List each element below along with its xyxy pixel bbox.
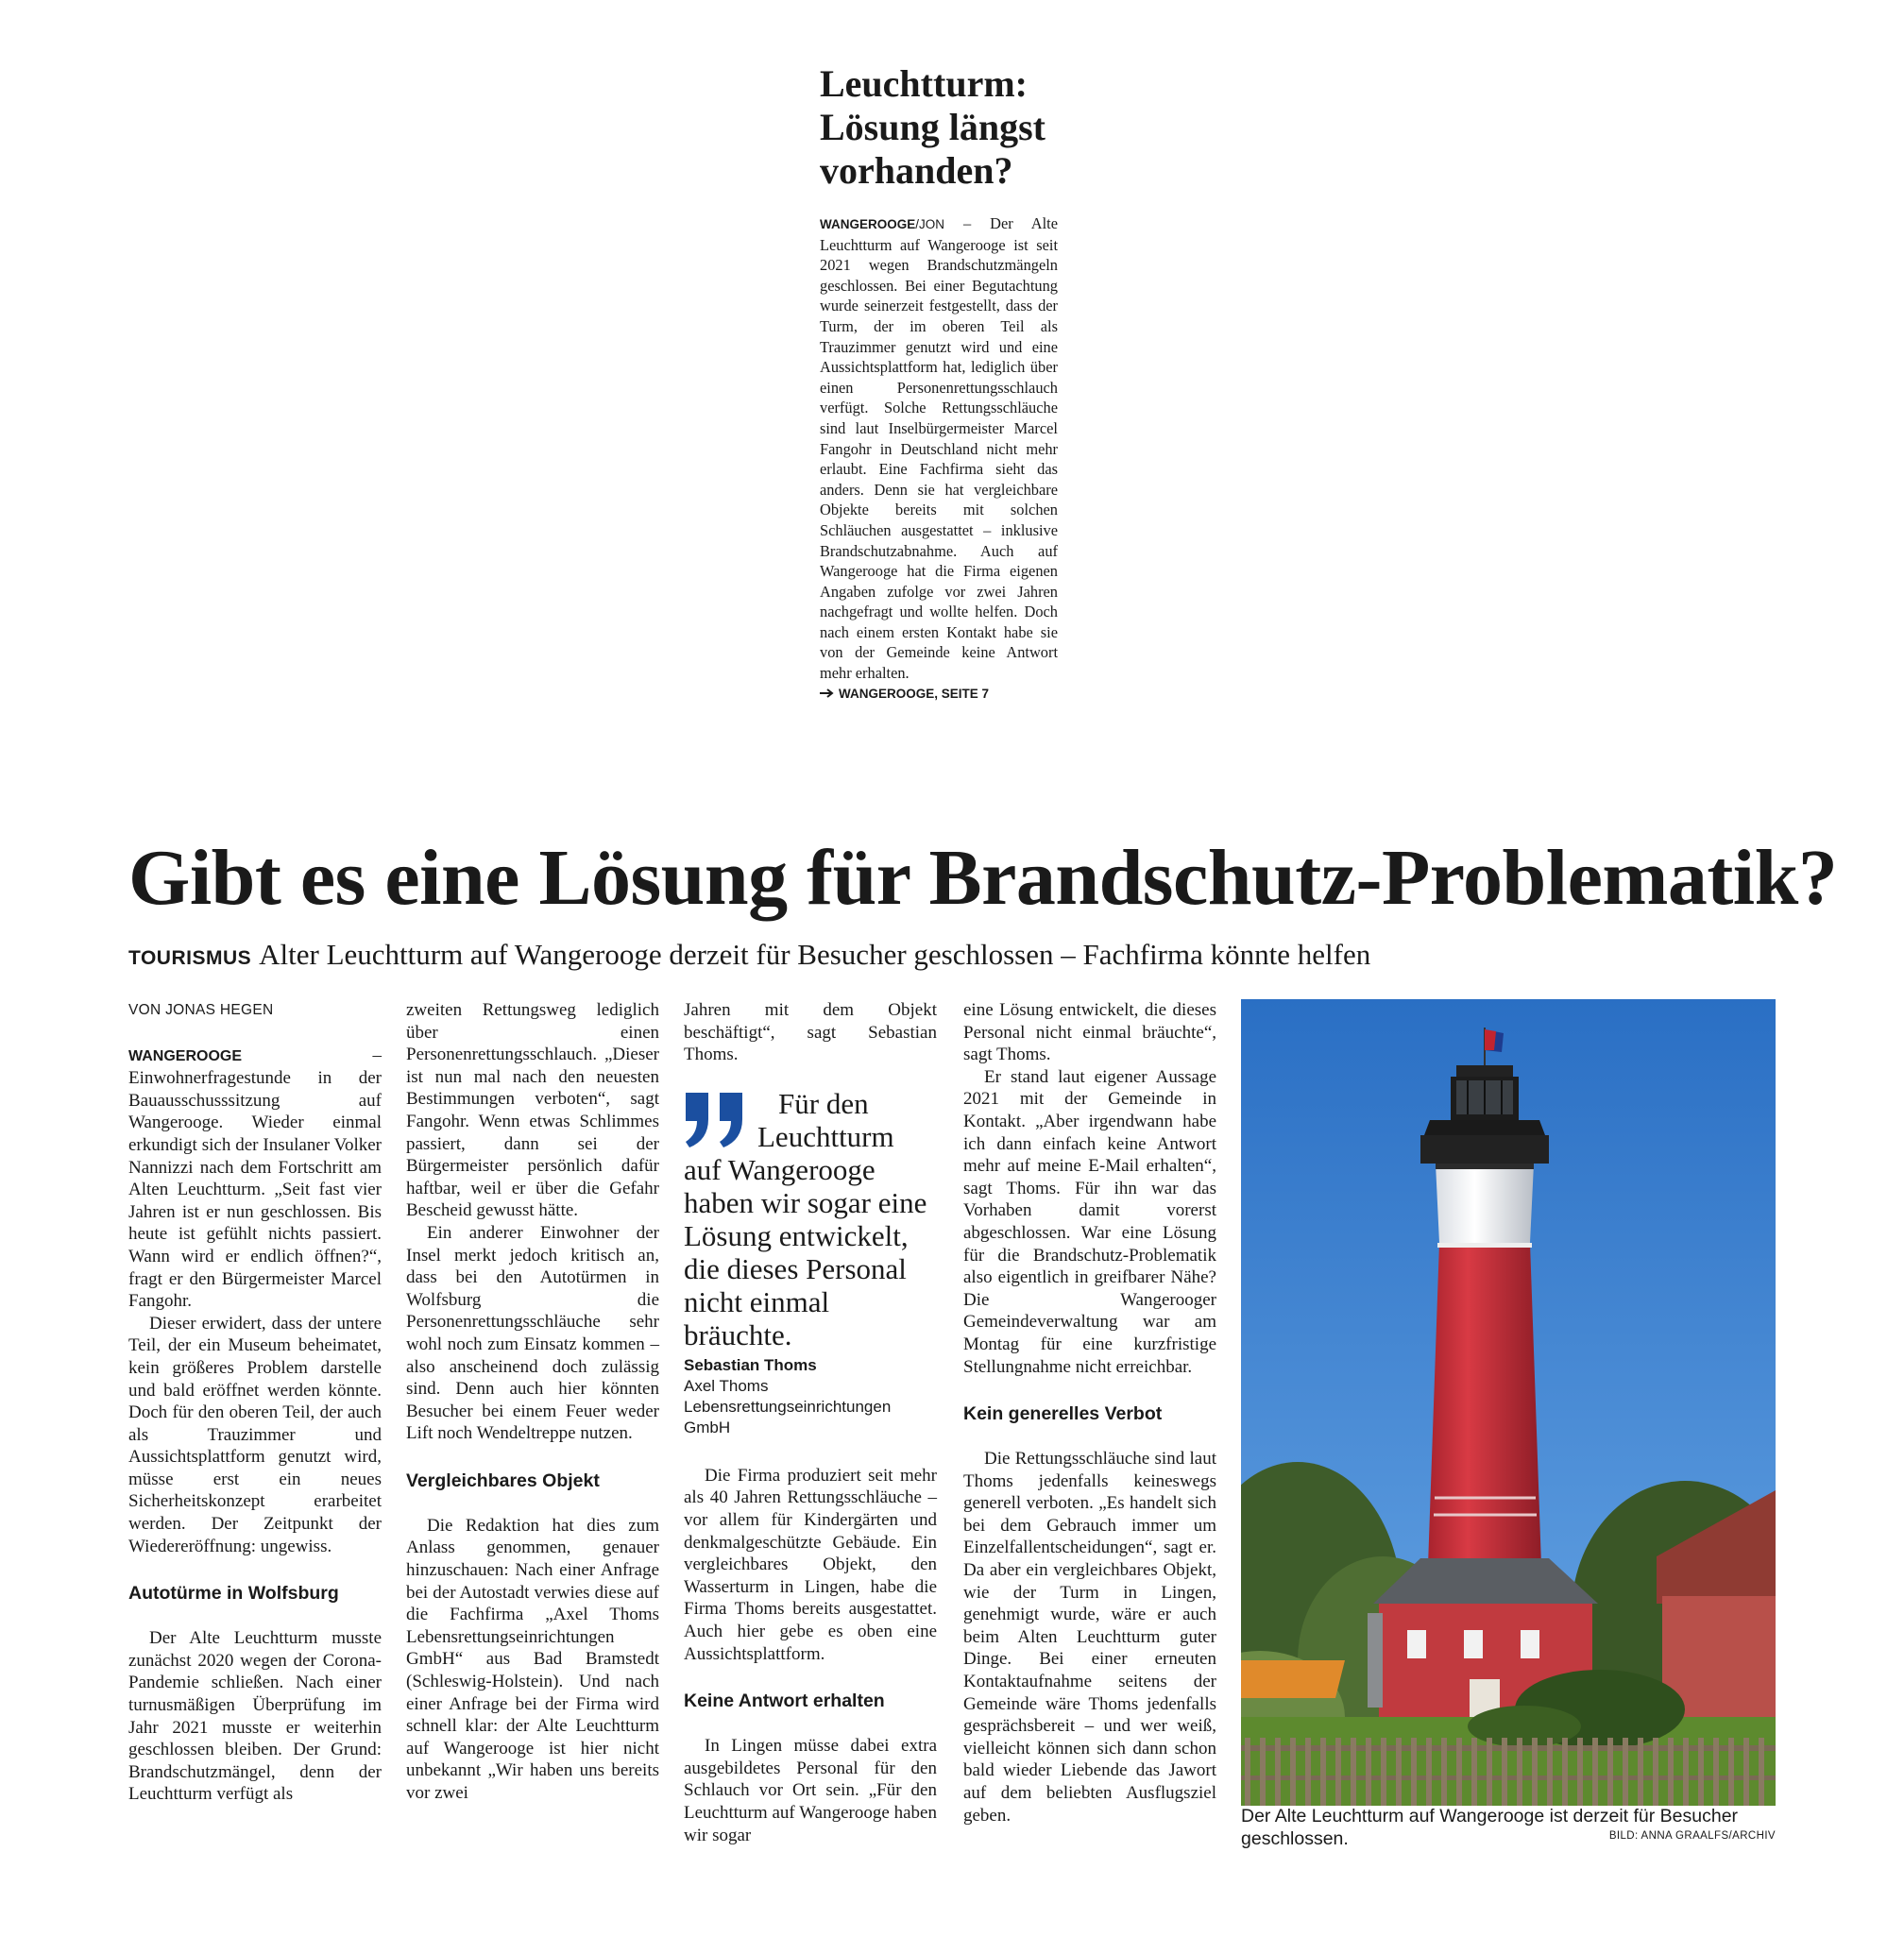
article-column-2: [406, 999, 659, 1805]
article-subheading: Keine Antwort erhalten: [684, 1691, 885, 1712]
teaser-author-code: /JON: [915, 217, 945, 231]
article-paragraph: Er stand laut eigener Aussage 2021 mit der Gemeinde in Kontakt. „Aber irgendwann habe ich dann einfach keine Antwort mehr auf meine E-Mail erhalten“, sagt Thoms. Für ihn war das Vorhaben damit vorerst abgeschlossen. War eine Lösung für die Brandschutz-Problematik also eigentlich in greifbarer Nähe? Die Wangerooger Gemeindeverwaltung war am Montag für eine kurzfristige Stellungnahme nicht erreichbar.: [963, 1066, 1216, 1377]
article-paragraph-text: – Einwohnerfragestunde in der Bauausschusssitzung auf Wangerooge. Wieder einmal erkundigt sich der Insulaner Volker Nannizzi nach dem Fortschritt am Alten Leuchtturm. „Seit fast vier Jahren ist er nun geschlossen. Bis heute ist gefühlt nichts passiert. Wann wird er endlich öffnen?“, fragt er den Bürgermeister Marcel Fangohr.: [128, 1045, 382, 1312]
article-column-4: [963, 999, 1216, 1827]
article-subheading: Kein generelles Verbot: [963, 1403, 1163, 1425]
teaser-box: [820, 62, 1058, 701]
pull-quote-author-role: Axel Thoms Lebensrettungseinrichtungen GmbH: [684, 1376, 892, 1436]
pull-quote: [684, 1087, 937, 1438]
teaser-reference-label: WANGEROOGE, SEITE 7: [839, 686, 990, 701]
teaser-title-line: Leuchtturm:: [820, 62, 1028, 105]
article-subheading: Vergleichbares Objekt: [406, 1470, 600, 1491]
quotation-mark-icon: [684, 1091, 746, 1149]
teaser-body: [820, 213, 1058, 684]
article-paragraph: Die Redaktion hat dies zum Anlass genommen, genauer hinzuschauen: Nach einer Anfrage bei der Autostadt verwies diese auf die Fachfirma „Axel Thoms Lebensrettungseinrichtungen GmbH“ aus Bad Bramstedt (Schleswig-Holstein). Und nach einer Anfrage bei der Firma wird schnell klar: der Alte Leuchtturm auf Wangerooge ist hier nicht unbekannt „Wir haben uns bereits vor zwei: [406, 1515, 659, 1803]
teaser-title-line: Lösung längst: [820, 106, 1046, 148]
teaser-text: – Der Alte Leuchtturm auf Wangerooge ist seit 2021 wegen Brandschutzmängeln geschlossen. Bei einer Begutachtung wurde seinerzeit festgestellt, dass der Turm, der im oberen Teil als Trauzimmer genutzt wird und eine Aussichtsplattform hat, lediglich über einen Personenrettungsschlauch verfügt. Solche Rettungsschläuche sind laut Inselbürgermeister Marcel Fangohr in Deutschland nicht mehr erlaubt. Eine Fachfirma sieht das anders. Denn sie hat vergleichbare Objekte bereits mit solchen Schläuchen ausgestattet – inklusive Brandschutzabnahme. Auch auf Wangerooge hat die Firma eigenen Angaben zufolge vor zwei Jahren nachgefragt und wollte helfen. Doch nach einem ersten Kontakt habe sie von der Gemeinde keine Antwort mehr erhalten.: [820, 214, 1058, 683]
article-paragraph: eine Lösung entwickelt, die dieses Personal nicht einmal bräuchte“, sagt Thoms.: [963, 1000, 1216, 1065]
lighthouse-illustration: [1241, 999, 1776, 1806]
article-kicker: TOURISMUS: [128, 947, 252, 969]
article-paragraph: Ein anderer Einwohner der Insel merkt jedoch kritisch an, dass bei den Autotürmen in Wolfsburg die Personenrettungsschläuche sehr wohl noch zum Einsatz kommen – also anscheinend doch zulässig sind. Denn auch hier könnten Besucher bei einem Feuer weder Lift noch Wendeltreppe nutzen.: [406, 1222, 659, 1444]
article-subline-text: Alter Leuchtturm auf Wangerooge derzeit für Besucher geschlossen – Fachfirma könnte helfen: [259, 938, 1371, 971]
pull-quote-text: Für den Leuchtturm auf Wangerooge haben wir sogar eine Lösung entwickelt, die dieses Personal nicht einmal bräuchte.: [684, 1086, 927, 1351]
photo-credit: BILD: ANNA GRAALFS/ARCHIV: [1608, 1830, 1776, 1842]
article-subline: [128, 937, 1791, 977]
arrow-right-icon: [820, 688, 835, 698]
teaser-dateline: WANGEROOGE: [820, 217, 916, 231]
article-headline: Gibt es eine Lösung für Brandschutz-Problematik?: [128, 834, 1838, 922]
pull-quote-author: Sebastian Thoms: [684, 1355, 817, 1374]
article-dateline: WANGEROOGE: [128, 1047, 243, 1064]
lighthouse-photo: [1241, 999, 1776, 1806]
article-paragraph: Die Firma produziert seit mehr als 40 Jahren Rettungsschläuche – vor allem für Kindergärten und denkmalgeschützte Gebäude. Ein vergleichbares Objekt, den Wasserturm in Lingen, habe die Firma Thoms bereits ausgestattet. Auch hier gebe es oben eine Aussichtsplattform.: [684, 1465, 937, 1664]
article-paragraph: Dieser erwidert, dass der untere Teil, der ein Museum beheimatet, kein größeres Problem darstelle und bald eröffnet werden könnte. Doch für den oberen Teil, der auch als Trauzimmer und Aussichtsplattform genutzt wird, müsse erst ein neues Sicherheitskonzept erarbeitet werden. Der Zeitpunkt der Wiedereröffnung: ungewiss.: [128, 1313, 382, 1556]
photo-caption: Der Alte Leuchtturm auf Wangerooge ist derzeit für Besucher geschlossen.: [1241, 1806, 1739, 1849]
article-paragraph: [128, 1045, 382, 1313]
article-paragraph: Jahren mit dem Objekt beschäftigt“, sagt Sebastian Thoms.: [684, 1000, 937, 1065]
article-paragraph: zweiten Rettungsweg lediglich über einen Personenrettungsschlauch. „Dieser ist nun mal nach den neuesten Bestimmungen verboten“, sagt Fangohr. Wenn etwas Schlimmes passiert, dann sei der Bürgermeister persönlich dafür haftbar, weil er über die Gefahr Bescheid gewusst hätte.: [406, 1000, 659, 1221]
article-byline: VON JONAS HEGEN: [128, 1002, 274, 1018]
article-paragraph: Die Rettungsschläuche sind laut Thoms jedenfalls keineswegs generell verboten. „Es handelt sich bei dem Gebrauch immer um Einzelfallentscheidungen“, sagt er. Da aber ein vergleichbares Objekt, wie der Turm in Lingen, genehmigt wurde, wäre er auch beim Alten Leuchtturm guter Dinge. Bei einer erneuten Kontaktaufnahme seitens der Gemeinde wäre Thoms jedenfalls gesprächsbereit – und wer weiß, vielleicht können sich dann schon bald wieder Liebende das Jawort auf dem beliebten Ausflugsziel geben.: [963, 1449, 1216, 1826]
teaser-title-line: vorhanden?: [820, 149, 1013, 192]
article-paragraph: In Lingen müsse dabei extra ausgebildetes Personal für den Schlauch vor Ort sein. „Für den Leuchtturm auf Wangerooge haben wir sogar: [684, 1736, 937, 1845]
fence-pickets: [1245, 1738, 1764, 1806]
article-column-3: [684, 999, 937, 1846]
teaser-title: [820, 62, 1058, 193]
article-paragraph: Der Alte Leuchtturm musste zunächst 2020 wegen der Corona-Pandemie schließen. Nach einer turnusmäßigen Überprüfung im Jahr 2021 musste er weiterhin geschlossen bleiben. Der Grund: Brandschutzmängel, denn der Leuchtturm verfügt als: [128, 1628, 382, 1805]
article-subheading: Autotürme in Wolfsburg: [128, 1583, 339, 1605]
article-column-1: [128, 999, 382, 1806]
teaser-page-reference[interactable]: [820, 687, 1058, 701]
